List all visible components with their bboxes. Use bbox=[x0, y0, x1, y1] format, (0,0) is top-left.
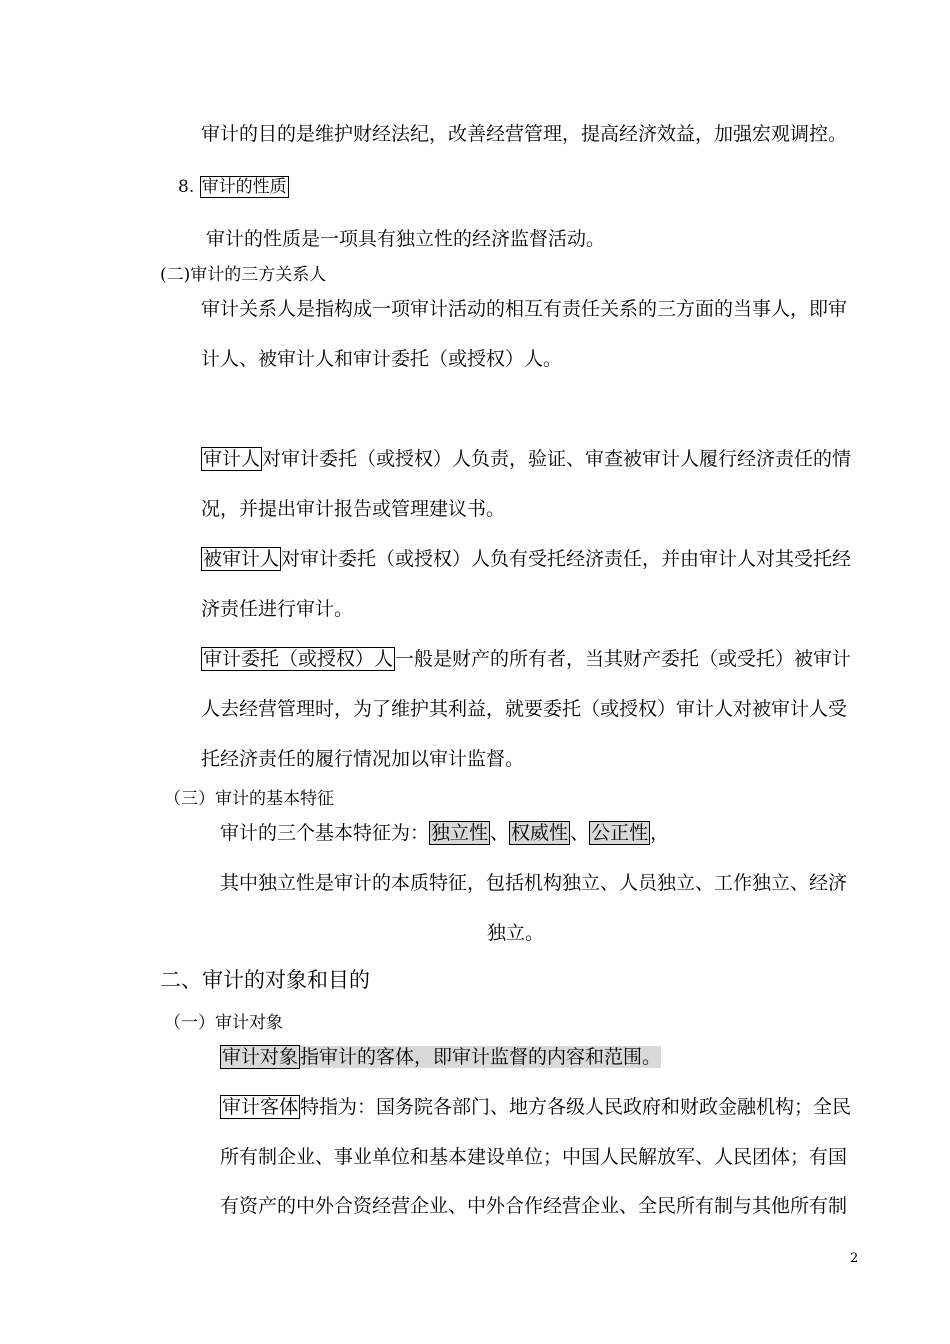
paragraph-auditee-line2: 济责任进行审计。 bbox=[201, 598, 354, 620]
boxed-term-audit-object: 审计对象 bbox=[222, 1046, 299, 1068]
paragraph-auditee-line1: 被审计人 对审计委托（或授权）人负有受托经济责任，并由审计人对其受托经 bbox=[203, 548, 852, 570]
boxed-term-auditee: 被审计人 bbox=[203, 548, 280, 570]
subheading-audit-object: （一）审计对象 bbox=[164, 1013, 283, 1033]
heading-object-and-purpose: 二、审计的对象和目的 bbox=[160, 968, 370, 992]
boxed-term-audit-client: 审计客体 bbox=[222, 1096, 299, 1118]
section-heading-three-parties: (二)审计的三方关系人 bbox=[160, 265, 327, 285]
paragraph-parties-line2: 计人、被审计人和审计委托（或授权）人。 bbox=[201, 348, 563, 370]
paragraph-independence-line1: 其中独立性是审计的本质特征，包括机构独立、人员独立、工作独立、经济 bbox=[220, 872, 848, 894]
paragraph-features: 审计的三个基本特征为： 独立性 、 权威性 、 公正性 ， bbox=[220, 822, 670, 844]
paragraph-client-line1: 审计委托（或授权）人 一般是财产的所有者，当其财产委托（或受托）被审计 bbox=[203, 648, 852, 670]
item-number: 8. bbox=[178, 177, 195, 197]
boxed-term-client: 审计委托（或授权）人 bbox=[203, 648, 394, 670]
page-number: 2 bbox=[850, 1251, 859, 1266]
paragraph-audit-client-line1: 审计客体 特指为：国务院各部门、地方各级人民政府和财政金融机构；全民 bbox=[222, 1096, 852, 1118]
section-heading-features: （三）审计的基本特征 bbox=[164, 789, 334, 809]
paragraph-audit-purpose: 审计的目的是维护财经法纪，改善经营管理，提高经济效益，加强宏观调控。 bbox=[201, 123, 848, 145]
paragraph-parties-line1: 审计关系人是指构成一项审计活动的相互有责任关系的三方面的当事人，即审 bbox=[201, 298, 848, 320]
paragraph-audit-nature: 审计的性质是一项具有独立性的经济监督活动。 bbox=[206, 228, 606, 250]
paragraph-audit-client-line3: 有资产的中外合资经营企业、中外合作经营企业、全民所有制与其他所有制 bbox=[220, 1195, 848, 1217]
item-8-heading bbox=[178, 174, 289, 200]
feature-fairness: 公正性 bbox=[591, 822, 649, 844]
paragraph-client-line3: 托经济责任的履行情况加以审计监督。 bbox=[201, 748, 525, 770]
paragraph-audit-object: 审计对象 指审计的客体，即审计监督的内容和范围。 bbox=[222, 1046, 662, 1068]
paragraph-independence-line2: 独立。 bbox=[487, 922, 545, 944]
boxed-term-auditor: 审计人 bbox=[203, 448, 261, 470]
feature-independence: 独立性 bbox=[431, 822, 489, 844]
paragraph-audit-client-line2: 所有制企业、事业单位和基本建设单位；中国人民解放军、人民团体；有国 bbox=[220, 1146, 848, 1168]
paragraph-client-line2: 人去经营管理时，为了维护其利益，就要委托（或授权）审计人对被审计人受 bbox=[201, 698, 848, 720]
paragraph-auditor-line1: 审计人 对审计委托（或授权）人负责，验证、审查被审计人履行经济责任的情 bbox=[203, 448, 852, 470]
paragraph-auditor-line2: 况，并提出审计报告或管理建议书。 bbox=[201, 498, 506, 520]
feature-authority: 权威性 bbox=[511, 822, 569, 844]
boxed-term-audit-nature: 审计的性质 bbox=[201, 177, 287, 197]
